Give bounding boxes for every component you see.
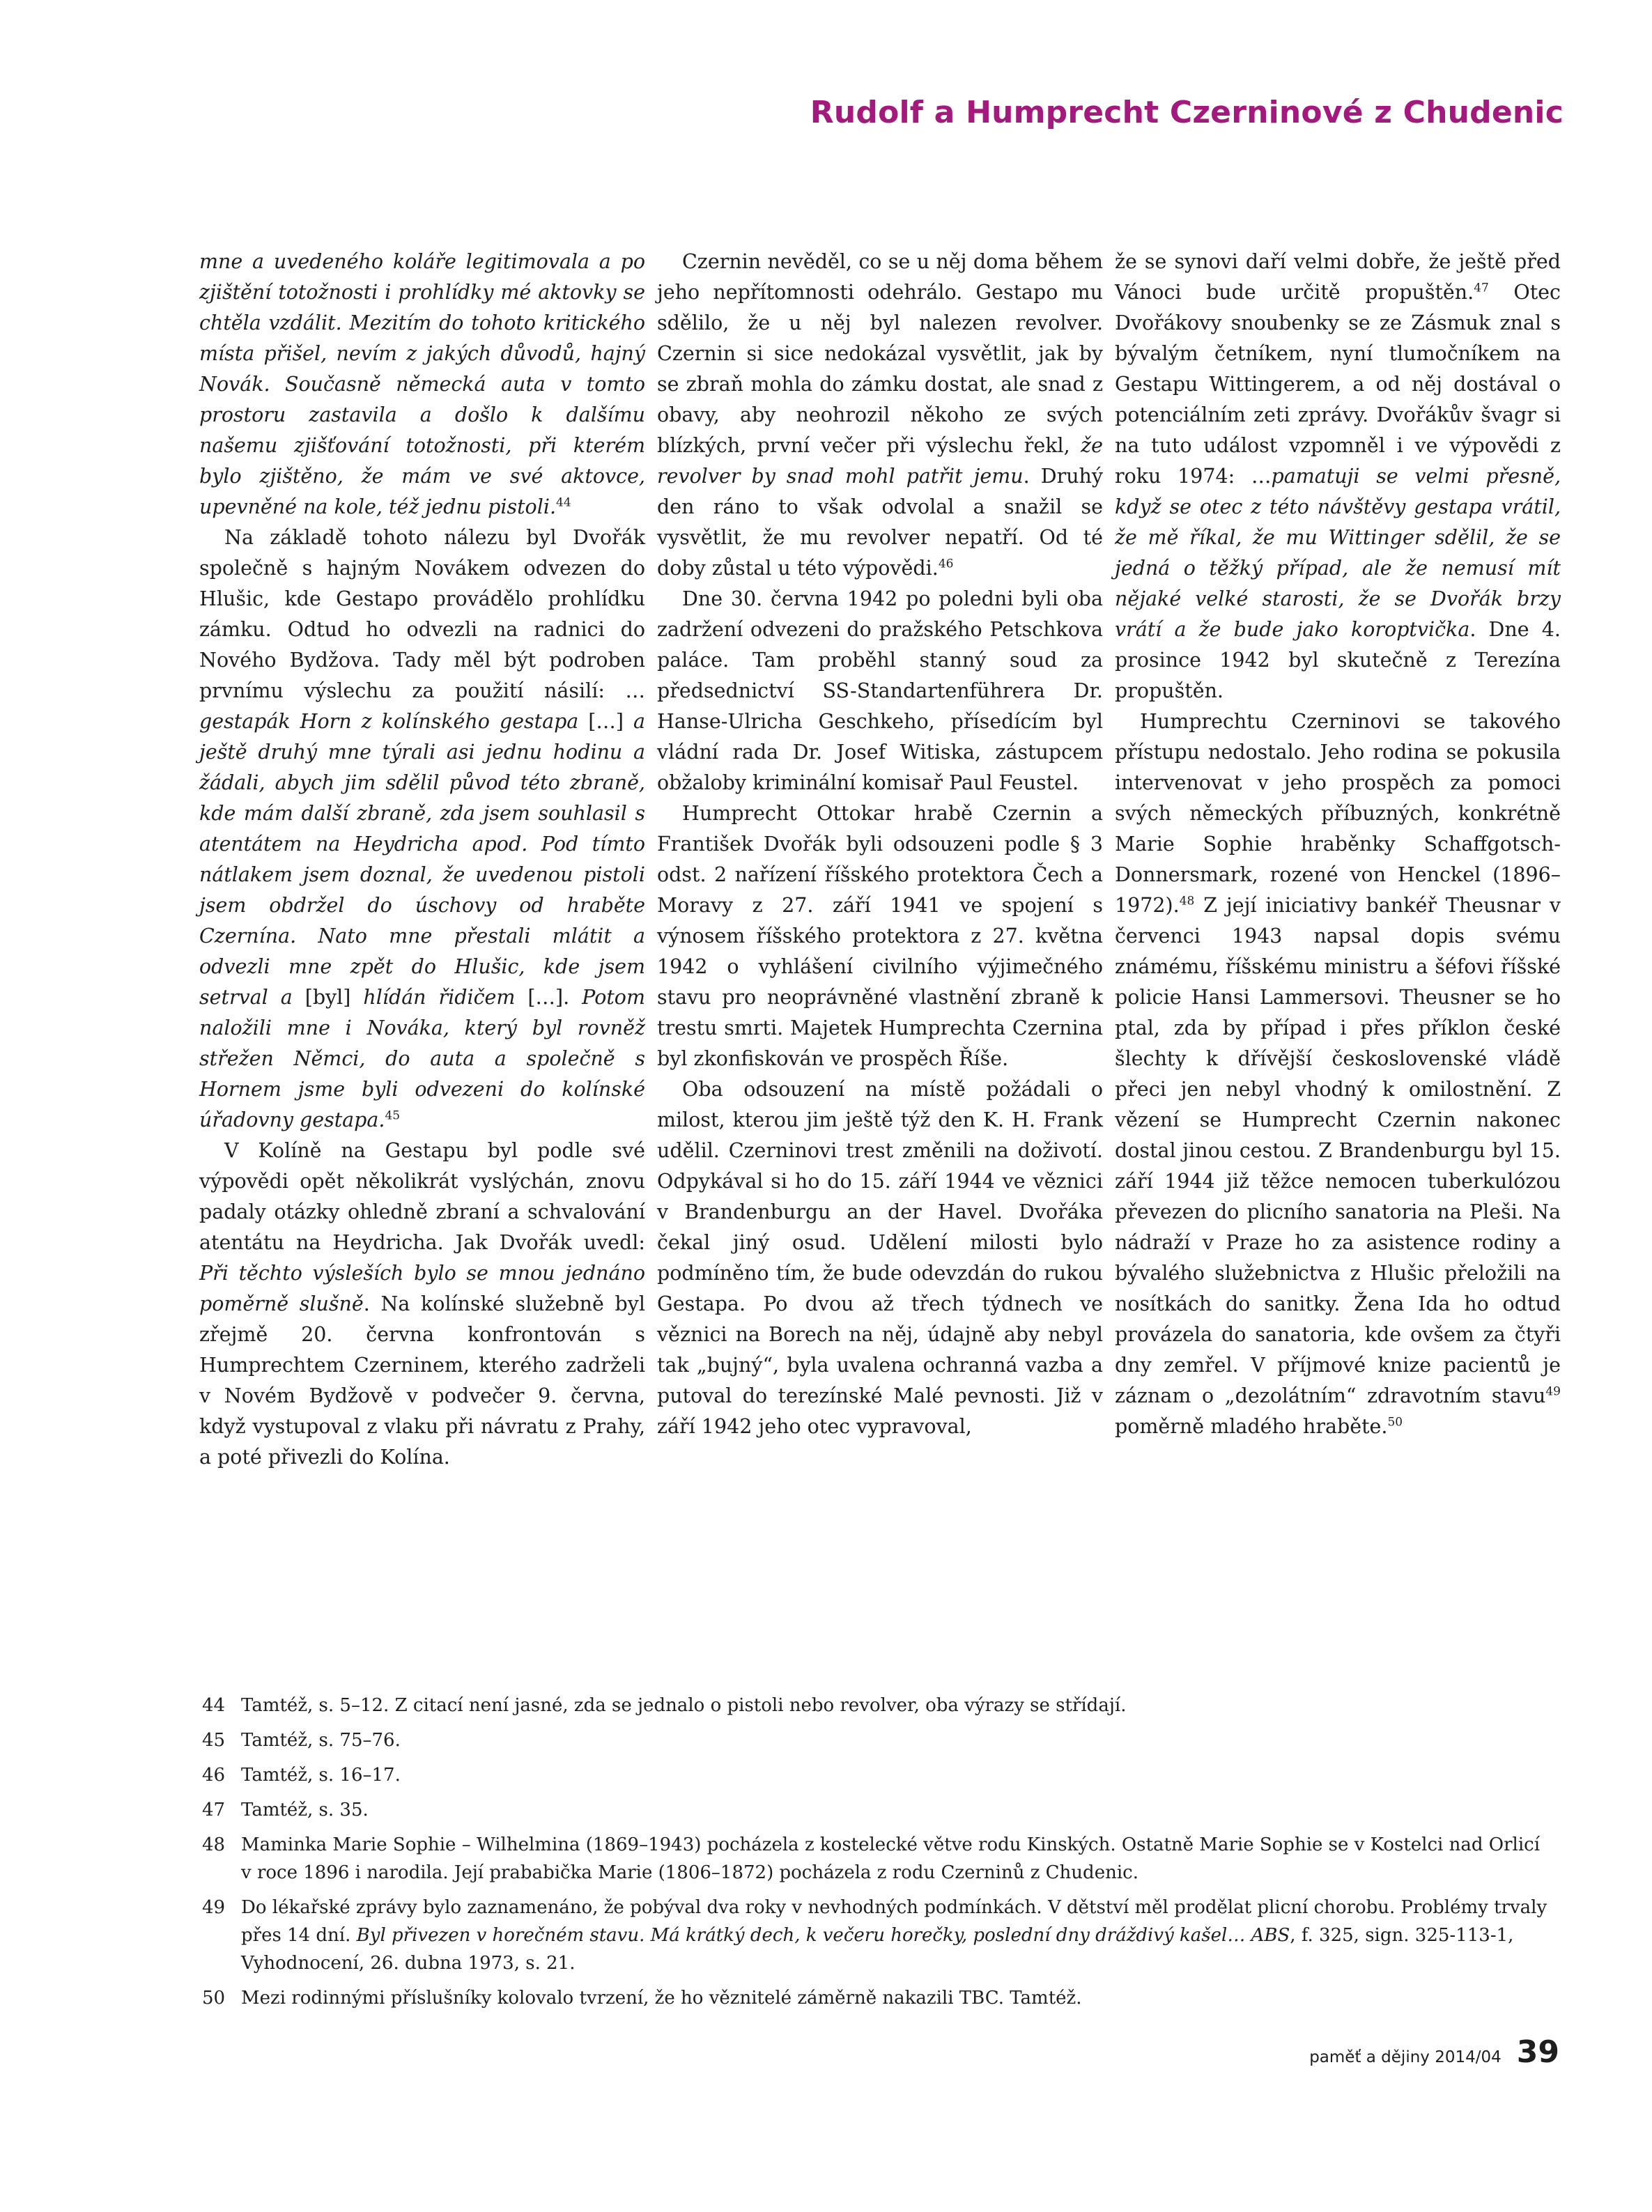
- italic-text: a ještě druhý mne týrali asi jednu hodinu a žádali, abych jim sdělil původ této zbraně, kde mám další zbraně, zda jsem souhlasil s atentátem na Heydricha apod. Pod tímto nátlakem jsem doznal, že uvedenou pistoli jsem obdržel do úschovy od hraběte Czernína. Nato mne přestali mlátit a odvezli mne zpět do Hlušic, kde jsem setrval a: [199, 710, 646, 1009]
- text-run: Maminka Marie Sophie – Wilhelmina (1869–1943) pocházela z kostelecké větve rodu Kinských. Ostatně Marie Sophie se v Kostelci nad Orlicí v roce 1896 i narodila. Její prababička Marie (1806–1872) pocházela z rodu Czerninů z Chudenic.: [241, 1834, 1541, 1883]
- text-run: . Na kolínské služebně byl zřejmě 20. června konfrontován s Humprechtem Czerninem, kterého zadrželi v Novém Bydžově v podvečer 9. června, když vystupoval z vlaku při návratu z Prahy, a poté přivezli do Kolína.: [199, 1292, 645, 1469]
- italic-text: hlídán řidičem: [363, 986, 516, 1009]
- text-run: Czernin nevěděl, co se u něj doma během jeho nepřítomnosti odehrálo. Gestapo mu sdělilo, že u něj byl nalezen revolver. Czernin si sice nedokázal vysvětlit, jak by se zbraň mohla do zámku dostat, ale snad z obavy, aby neohrozil někoho ze svých blízkých, první večer při výslechu řekl,: [657, 250, 1103, 457]
- journal-issue: paměť a dějiny 2014/04: [1309, 2048, 1502, 2066]
- footnote-text: [241, 1726, 1554, 1754]
- footnote-number: 47: [202, 1800, 226, 1820]
- footnote-ref: 48: [1179, 894, 1195, 908]
- italic-text: gestapák Horn z kolínského gestapa: [199, 710, 579, 733]
- page-footer: [1309, 2034, 1559, 2070]
- text-run: Na základě tohoto nálezu byl Dvořák společně s hajným Novákem odvezen do Hlušic, kde Gestapo provádělo prohlídku zámku. Odtud ho odvezli na radnici do Nového Bydžova. Tady měl být podroben prvnímu výslechu za použití násilí: …: [199, 526, 645, 702]
- body-column-1: [199, 247, 645, 1473]
- paragraph: [1115, 706, 1561, 1442]
- text-run: Dne 30. června 1942 po poledni byli oba zadržení odvezeni do pražského Petschkova paláce. Tam proběhl stanný soud za předsednictví SS-Standartenführera Dr. Hanse-Ulricha Geschkeho, přísedícím byl vládní rada Dr. Josef Witiska, zástupcem obžaloby kriminální komisař Paul Feustel.: [657, 587, 1103, 794]
- footnote: [202, 1796, 1554, 1824]
- italic-text: ABS: [1251, 1925, 1290, 1946]
- text-run: Humprecht Ottokar hrabě Czernin a František Dvořák byli odsouzeni podle § 3 odst. 2 nařízení říšského protektora Čech a Moravy z 27. září 1941 ve spojení s výnosem říšského protektora z 27. května 1942 o vyhlášení civilního výjimečného stavu pro neoprávněné vlastnění zbraně k trestu smrti. Majetek Humprechta Czernina byl zkonfiskován ve prospěch Říše.: [657, 802, 1103, 1070]
- footnote-number: 50: [202, 1988, 226, 2009]
- footnote-text: [241, 1894, 1554, 1977]
- footnote: [202, 1831, 1554, 1887]
- footnote: [202, 1692, 1554, 1719]
- italic-text: Při těchto výsleších bylo se mnou jednáno poměrně slušně: [199, 1262, 645, 1315]
- text-run: Oba odsouzení na místě požádali o milost, kterou jim ještě týž den K. H. Frank udělil. Czerninovi trest změnili na doživotí. Odpykával si ho do 15. září 1944 ve věznici v Brandenburgu an der Havel. Dvořáka čekal jiný osud. Udělení milosti bylo podmíněno tím, že bude odevzdán do rukou Gestapa. Po dvou až třech týdnech ve věznici na Borech na něj, údajně aby nebyl tak „bujný“, byla uvalena ochranná vazba a putoval do terezínské Malé pevnosti. Již v září 1942 jeho otec vypravoval,: [657, 1078, 1103, 1438]
- text-run: Mezi rodinnými příslušníky kolovalo tvrzení, že ho věznitelé záměrně nakazili TBC. Tamtéž.: [241, 1988, 1082, 2009]
- footnote-ref: 44: [556, 495, 571, 510]
- footnote-ref: 46: [938, 557, 954, 571]
- paragraph: [657, 798, 1103, 1074]
- footnote: [202, 1894, 1554, 1977]
- footnote-number: 44: [202, 1695, 226, 1716]
- text-run: Humprechtu Czerninovi se takového přístupu nedostalo. Jeho rodina se pokusila intervenovat v jeho prospěch za pomoci svých německých příbuzných, konkrétně Marie Sophie hraběnky Schaffgotsch-Donnersmark, rozené von Henckel (1896–1972).: [1115, 710, 1561, 917]
- paragraph: [657, 247, 1103, 584]
- text-run: . Dne 4. prosince 1942 byl skutečně z Terezína propuštěn.: [1115, 618, 1561, 702]
- text-run: poměrně mladého hraběte.: [1115, 1415, 1388, 1438]
- text-run: Z její iniciativy bankéř Theusnar v červenci 1943 napsal dopis svému známému, říšskému ministru a šéfovi říšské policie Hansi Lammersovi. Theusner se ho ptal, zda by případ i přes příklon české šlechty k dřívější československé vládě přeci jen nebyl vhodný k omilostnění. Z vězení se Humprecht Czernin nakonec dostal jinou cestou. Z Brandenburgu byl 15. září 1944 již těžce nemocen tuberkulózou převezen do plicního sanatoria na Pleši. Na nádraží v Praze ho za asistence rodiny a bývalého služebnictva z Hlušic přeložili na nosítkách do sanitky. Žena Ida ho odtud provázela do sanatoria, kde ovšem za čtyři dny zemřel. V příjmové knize pacientů je záznam o „dezolátním“ zdravotním stavu: [1115, 894, 1561, 1407]
- footnote-ref: 50: [1387, 1415, 1403, 1430]
- italic-text: pamatuji se velmi přesně, když se otec z této návštěvy gestapa vrátil, že mě říkal, že mu Wittinger sdělil, že se jedná o těžký případ, ale že nemusí mít nějaké velké starosti, že se Dvořák brzy vrátí a že bude jako koroptvička: [1115, 465, 1561, 641]
- italic-text: Potom naložili mne i Nováka, který byl rovněž střežen Němci, do auta a společně s Hornem jsme byli odvezeni do kolínské úřadovny gestapa.: [199, 986, 645, 1131]
- text-run: […]: [578, 710, 634, 733]
- footnote: [202, 1761, 1554, 1789]
- body-column-3: [1115, 247, 1561, 1442]
- paragraph: [657, 1074, 1103, 1442]
- paragraph: [1115, 247, 1561, 706]
- text-run: Do lékařské zprávy bylo zaznamenáno, že pobýval dva roky v nevhodných podmínkách. V dětství měl prodělat plicní chorobu. Problémy trvaly přes 14 dní.: [241, 1897, 1547, 1946]
- footnote-number: 49: [202, 1897, 226, 1918]
- text-run: […].: [515, 986, 582, 1009]
- paragraph: [199, 523, 645, 1136]
- footnote-ref: 45: [385, 1108, 401, 1123]
- italic-text: mne a uvedeného koláře legitimovala a po zjištění totožnosti i prohlídky mé aktovky se chtěla vzdálit. Mezitím do tohoto kritického místa přišel, nevím z jakých důvodů, hajný Novák. Současně německá auta v tomto prostoru zastavila a došlo k dalšímu našemu zjišťování totožnosti, při kterém bylo zjištěno, že mám ve své aktovce, upevněné na kole, též jednu pistoli.: [199, 250, 645, 518]
- footnote-text: [241, 1984, 1554, 2012]
- paragraph: [199, 247, 645, 523]
- page-number: 39: [1516, 2034, 1559, 2070]
- text-run: že se synovi daří velmi dobře, že ještě před Vánoci bude určitě propuštěn.: [1115, 250, 1561, 304]
- text-run: Tamtéž, s. 75–76.: [241, 1730, 401, 1751]
- footnote-number: 46: [202, 1765, 226, 1786]
- text-run: Tamtéž, s. 35.: [241, 1800, 369, 1820]
- footnote-text: [241, 1761, 1554, 1789]
- italic-text: Byl přivezen v horečném stavu. Má krátký dech, k večeru horečky, poslední dny dráždivý kašel…: [356, 1925, 1246, 1946]
- footnote-ref: 47: [1474, 281, 1489, 295]
- text-run: Otec Dvořákovy snoubenky se ze Zásmuk znal s bývalým četníkem, nyní tlumočníkem na Gestapu Wittingerem, a od něj dostával o potenciálním zeti zprávy. Dvořákův švagr si na tuto událost vzpomněl i ve výpovědi z roku 1974: …: [1115, 281, 1561, 488]
- text-run: Tamtéž, s. 5–12. Z citací není jasné, zda se jednalo o pistoli nebo revolver, oba výrazy se střídají.: [241, 1695, 1127, 1716]
- body-column-2: [657, 247, 1103, 1442]
- footnotes: [202, 1692, 1554, 2019]
- text-run: [byl]: [292, 986, 364, 1009]
- footnote-text: [241, 1692, 1554, 1719]
- footnote: [202, 1726, 1554, 1754]
- footnote-number: 45: [202, 1730, 226, 1751]
- footnote-text: [241, 1796, 1554, 1824]
- footnote-number: 48: [202, 1834, 226, 1855]
- paragraph: [199, 1136, 645, 1473]
- footnote-text: [241, 1831, 1554, 1887]
- text-run: Tamtéž, s. 16–17.: [241, 1765, 401, 1786]
- text-run: . Druhý den ráno to však odvolal a snažil se vysvětlit, že mu revolver nepatří. Od té doby zůstal u této výpovědi.: [657, 465, 1104, 580]
- footnote-ref: 49: [1545, 1384, 1561, 1399]
- paragraph: [657, 584, 1103, 798]
- italic-text: že revolver by snad mohl patřit jemu: [657, 434, 1103, 488]
- footnote: [202, 1984, 1554, 2012]
- text-run: V Kolíně na Gestapu byl podle své výpovědi opět několikrát vyslýchán, znovu padaly otázky ohledně zbraní a schvalování atentátu na Heydricha. Jak Dvořák uvedl:: [199, 1139, 645, 1254]
- running-head: Rudolf a Humprecht Czerninové z Chudenic: [810, 95, 1564, 130]
- text-run: , f. 325, sign. 325-113-1, Vyhodnocení, 26. dubna 1973, s. 21.: [241, 1925, 1514, 1974]
- text-run: [1245, 1925, 1251, 1946]
